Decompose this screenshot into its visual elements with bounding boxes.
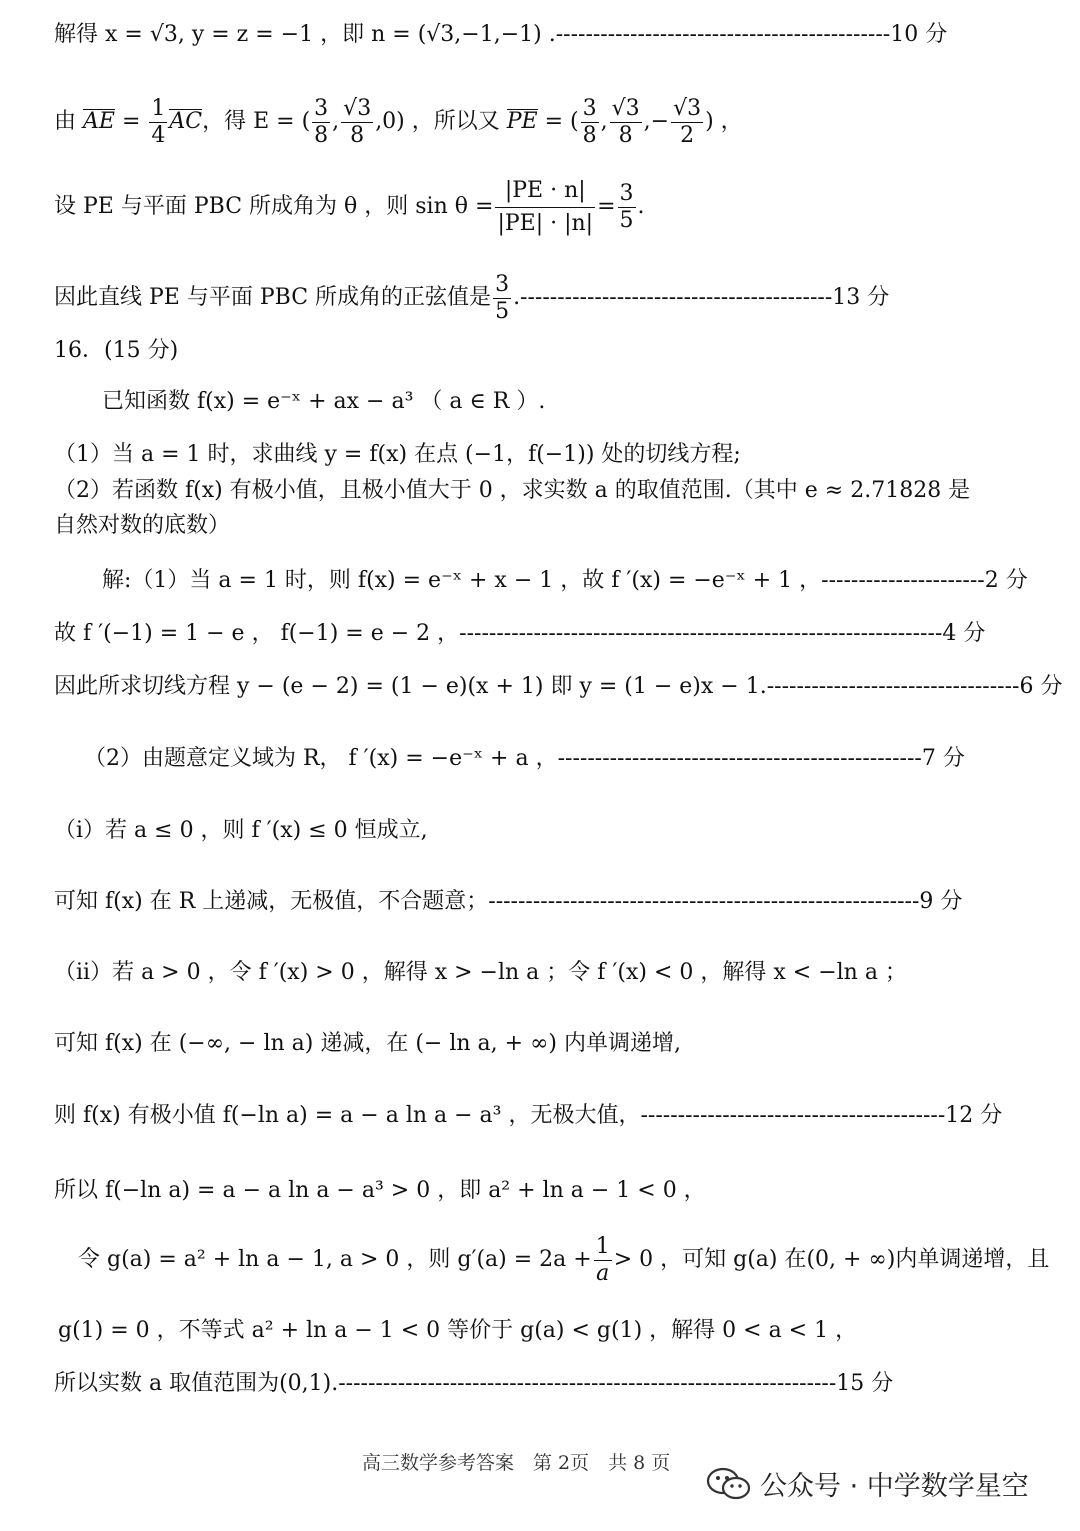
fraction-sqrt3-8: $\frac{√3}{8}$ [343, 95, 372, 148]
case-ii: （ii）若 a > 0 ，令 f ′(x) > 0 ，解得 x > −ln a ；令 f ′(x) < 0 ，解得 x < −ln a ； [54, 960, 907, 985]
watermark [706, 1464, 1029, 1503]
watermark-text: 公众号 · 中学数学星空 [760, 1471, 1029, 1502]
fraction-sqrt3-2: $\frac{√3}{2}$ [673, 95, 702, 148]
fraction-1-a: $\frac{1}{a}$ [595, 1233, 610, 1286]
question-stem: 已知函数 f(x) = e⁻ˣ + ax − a³ （ a ∈ R ）. [102, 389, 546, 414]
fraction-3-5-b: $\frac{3}{5}$ [495, 271, 510, 324]
fraction-1-4: $\frac{1}{4}$ [151, 95, 166, 148]
fraction-3-5: $\frac{3}{5}$ [619, 180, 634, 233]
solution-step-6pts: 因此所求切线方程 y − (e − 2) = (1 − e)(x + 1) 即 y = (1 − e)x − 1.----------------------------------6 分 [54, 674, 1063, 699]
sin-theta-fraction: $\frac{|PE \cdot n|}{|PE| \cdot |n|}$ [495, 175, 595, 240]
g-equivalence-line: g(1) = 0 ，不等式 a² + ln a − 1 < 0 等价于 g(a) < g(1) ，解得 0 < a < 1 ， [58, 1318, 858, 1343]
solution-line-3: 设 PE 与平面 PBC 所成角为 θ ，则 sin θ = $\frac{|PE \cdot n|}{|PE| \cdot |n|}$ = $\frac{3}{5}$ . [54, 172, 1044, 242]
fraction-3-8: $\frac{3}{8}$ [314, 95, 329, 148]
question-part-2-cont: 自然对数的底数） [54, 513, 231, 538]
fraction-3-8-b: $\frac{3}{8}$ [582, 95, 597, 148]
solution-line-1: 解得 x = √3, y = z = −1 ，即 n = (√3,−1,−1) .---------------------------------------------10 分 [54, 22, 948, 47]
question-part-2: （2）若函数 f(x) 有极小值，且极小值大于 0 ，求实数 a 的取值范围.（其中 e ≈ 2.71828 是 [54, 478, 971, 503]
case-i: （i）若 a ≤ 0 ，则 f ′(x) ≤ 0 恒成立, [54, 818, 428, 843]
solution-line-2: 由 AE = $\frac{1}{4}$ AC，得 E = ( $\frac{3}{8}$ , $\frac{√3}{8}$ ,0) ，所以又 PE = ( $\frac{3}{8}$ , $\frac{√3}{8}$ ,− $\frac{√3}{2}$ ) ， [54, 95, 743, 148]
g-function-line: 令 g(a) = a² + ln a − 1, a > 0 ，则 g′(a) = 2a + $\frac{1}{a}$ > 0 ，可知 g(a) 在(0, + ∞)内单调递增，且 [78, 1233, 1050, 1286]
page-footer: 高三数学参考答案 第 2页 共 8 页 [362, 1452, 671, 1474]
solution-step-7pts: （2）由题意定义域为 R， f ′(x) = −e⁻ˣ + a ，-------------------------------------------------7 分 [84, 746, 965, 771]
monotonicity-line: 可知 f(x) 在 (−∞, − ln a) 递减，在 (− ln a, + ∞) 内单调递增, [54, 1031, 681, 1056]
solution-step-12pts: 则 f(x) 有极小值 f(−ln a) = a − a ln a − a³ ，无极大值，-----------------------------------------12 分 [54, 1103, 1003, 1128]
solution-line-4: 因此直线 PE 与平面 PBC 所成角的正弦值是 $\frac{3}{5}$ .------------------------------------------13 分 [54, 271, 890, 324]
solution-step-2pts: 解:（1）当 a = 1 时，则 f(x) = e⁻ˣ + x − 1 ，故 f ′(x) = −e⁻ˣ + 1 ，----------------------2 分 [102, 568, 1028, 593]
solution-step-4pts: 故 f ′(−1) = 1 − e ， f(−1) = e − 2 ，-----------------------------------------------------------------4 分 [54, 621, 986, 646]
vector-ac: AC [169, 109, 203, 134]
fraction-sqrt3-8-b: $\frac{√3}{8}$ [611, 95, 640, 148]
solution-step-9pts: 可知 f(x) 在 R 上递减，无极值，不合题意；----------------------------------------------------------9 分 [54, 889, 963, 914]
question-number: 16．(15 分) [54, 338, 179, 363]
solution-step-15pts: 所以实数 a 取值范围为(0,1).-------------------------------------------------------------------15 分 [54, 1371, 894, 1396]
vector-ae: AE [83, 109, 115, 134]
wechat-icon [706, 1467, 752, 1501]
vector-pe: PE [506, 109, 538, 134]
question-part-1: （1）当 a = 1 时，求曲线 y = f(x) 在点 (−1，f(−1)) 处的切线方程; [54, 442, 741, 467]
inequality-line: 所以 f(−ln a) = a − a ln a − a³ > 0 ，即 a² + ln a − 1 < 0 ， [54, 1178, 706, 1203]
